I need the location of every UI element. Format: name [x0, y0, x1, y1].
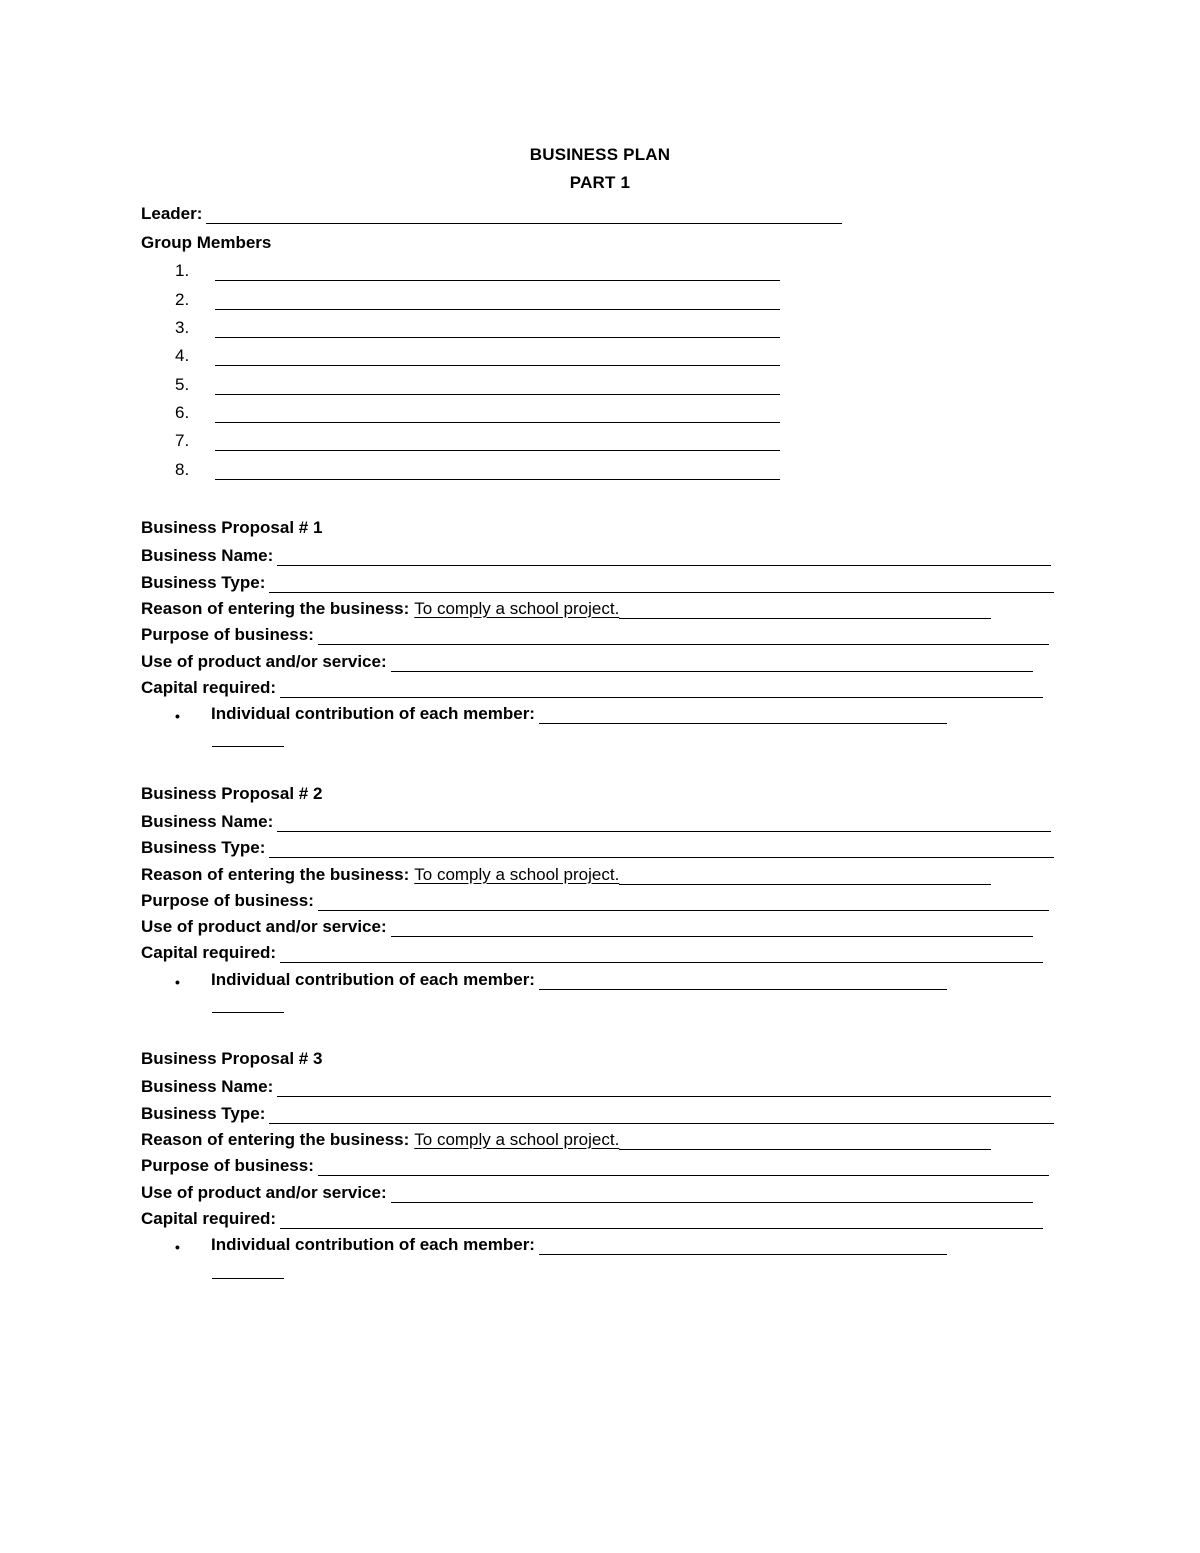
business-name-blank[interactable] [277, 1078, 1051, 1097]
leader-blank[interactable] [206, 205, 842, 224]
bullet-icon: • [175, 1239, 180, 1255]
document-subtitle: PART 1 [569, 173, 631, 192]
use-blank[interactable] [391, 918, 1033, 937]
member-blank[interactable] [215, 291, 780, 310]
member-blank[interactable] [215, 404, 780, 423]
use-blank[interactable] [391, 1184, 1033, 1203]
reason-value: To comply a school project. [414, 865, 620, 884]
contribution-blank[interactable] [539, 1236, 947, 1255]
business-type-label: Business Type: [141, 838, 266, 857]
purpose-blank[interactable] [318, 892, 1049, 911]
business-name-row [141, 542, 1051, 566]
contribution-blank[interactable] [539, 971, 947, 990]
member-blank[interactable] [215, 262, 780, 281]
member-number: 5. [175, 375, 190, 394]
capital-blank[interactable] [280, 944, 1043, 963]
member-number: 7. [175, 431, 190, 450]
business-name-label: Business Name: [141, 546, 274, 565]
business-type-row [141, 834, 1054, 858]
capital-blank[interactable] [280, 1210, 1043, 1229]
purpose-row [141, 887, 1049, 911]
capital-row [141, 939, 1043, 963]
contribution-row [175, 966, 947, 990]
reason-label: Reason of entering the business: [141, 1130, 410, 1149]
document-title: BUSINESS PLAN [529, 145, 671, 164]
member-blank[interactable] [215, 376, 780, 395]
use-row [141, 913, 1033, 937]
proposal-heading: Business Proposal # 3 [141, 1049, 323, 1068]
reason-row [141, 861, 991, 885]
purpose-blank[interactable] [318, 626, 1049, 645]
use-label: Use of product and/or service: [141, 1183, 387, 1202]
reason-value: To comply a school project. [414, 599, 620, 618]
business-name-label: Business Name: [141, 1077, 274, 1096]
member-line [175, 314, 780, 338]
leader-label: Leader: [141, 204, 203, 223]
purpose-label: Purpose of business: [141, 625, 314, 644]
reason-blank[interactable] [619, 866, 991, 885]
contribution-row [175, 1231, 947, 1255]
purpose-label: Purpose of business: [141, 1156, 314, 1175]
proposal-heading: Business Proposal # 1 [141, 518, 323, 537]
reason-label: Reason of entering the business: [141, 599, 410, 618]
purpose-row [141, 621, 1049, 645]
member-line [175, 342, 780, 366]
leader-row [141, 200, 842, 224]
member-number: 1. [175, 261, 190, 280]
use-label: Use of product and/or service: [141, 917, 387, 936]
use-row [141, 648, 1033, 672]
member-line [175, 456, 780, 480]
contribution-blank-continued[interactable] [212, 1011, 284, 1013]
member-number: 2. [175, 290, 190, 309]
business-name-row [141, 808, 1051, 832]
proposal-heading: Business Proposal # 2 [141, 784, 323, 803]
business-type-blank[interactable] [269, 574, 1054, 593]
business-type-row [141, 1100, 1054, 1124]
member-line [175, 399, 780, 423]
reason-blank[interactable] [619, 1131, 991, 1150]
business-name-row [141, 1073, 1051, 1097]
purpose-row [141, 1152, 1049, 1176]
capital-row [141, 1205, 1043, 1229]
contribution-row [175, 700, 947, 724]
group-members-heading: Group Members [141, 233, 272, 252]
contribution-label: Individual contribution of each member: [211, 704, 535, 723]
member-line [175, 286, 780, 310]
member-number: 6. [175, 403, 190, 422]
business-type-label: Business Type: [141, 573, 266, 592]
business-name-blank[interactable] [277, 813, 1051, 832]
business-type-blank[interactable] [269, 839, 1054, 858]
capital-label: Capital required: [141, 678, 277, 697]
member-blank[interactable] [215, 432, 780, 451]
reason-row [141, 595, 991, 619]
contribution-blank-continued[interactable] [212, 745, 284, 747]
contribution-blank-continued[interactable] [212, 1277, 284, 1279]
member-blank[interactable] [215, 319, 780, 338]
capital-label: Capital required: [141, 943, 277, 962]
contribution-label: Individual contribution of each member: [211, 1235, 535, 1254]
capital-label: Capital required: [141, 1209, 277, 1228]
bullet-icon: • [175, 708, 180, 724]
reason-blank[interactable] [619, 600, 991, 619]
reason-label: Reason of entering the business: [141, 865, 410, 884]
contribution-label: Individual contribution of each member: [211, 970, 535, 989]
use-blank[interactable] [391, 653, 1033, 672]
member-blank[interactable] [215, 347, 780, 366]
business-type-row [141, 569, 1054, 593]
contribution-blank[interactable] [539, 705, 947, 724]
reason-row [141, 1126, 991, 1150]
business-type-blank[interactable] [269, 1105, 1054, 1124]
bullet-icon: • [175, 974, 180, 990]
purpose-blank[interactable] [318, 1157, 1049, 1176]
business-name-label: Business Name: [141, 812, 274, 831]
member-number: 3. [175, 318, 190, 337]
member-line [175, 371, 780, 395]
purpose-label: Purpose of business: [141, 891, 314, 910]
member-number: 4. [175, 346, 190, 365]
member-line [175, 257, 780, 281]
business-type-label: Business Type: [141, 1104, 266, 1123]
member-line [175, 427, 780, 451]
use-label: Use of product and/or service: [141, 652, 387, 671]
member-number: 8. [175, 460, 190, 479]
use-row [141, 1179, 1033, 1203]
reason-value: To comply a school project. [414, 1130, 620, 1149]
capital-row [141, 674, 1043, 698]
business-name-blank[interactable] [277, 547, 1051, 566]
capital-blank[interactable] [280, 679, 1043, 698]
member-blank[interactable] [215, 461, 780, 480]
